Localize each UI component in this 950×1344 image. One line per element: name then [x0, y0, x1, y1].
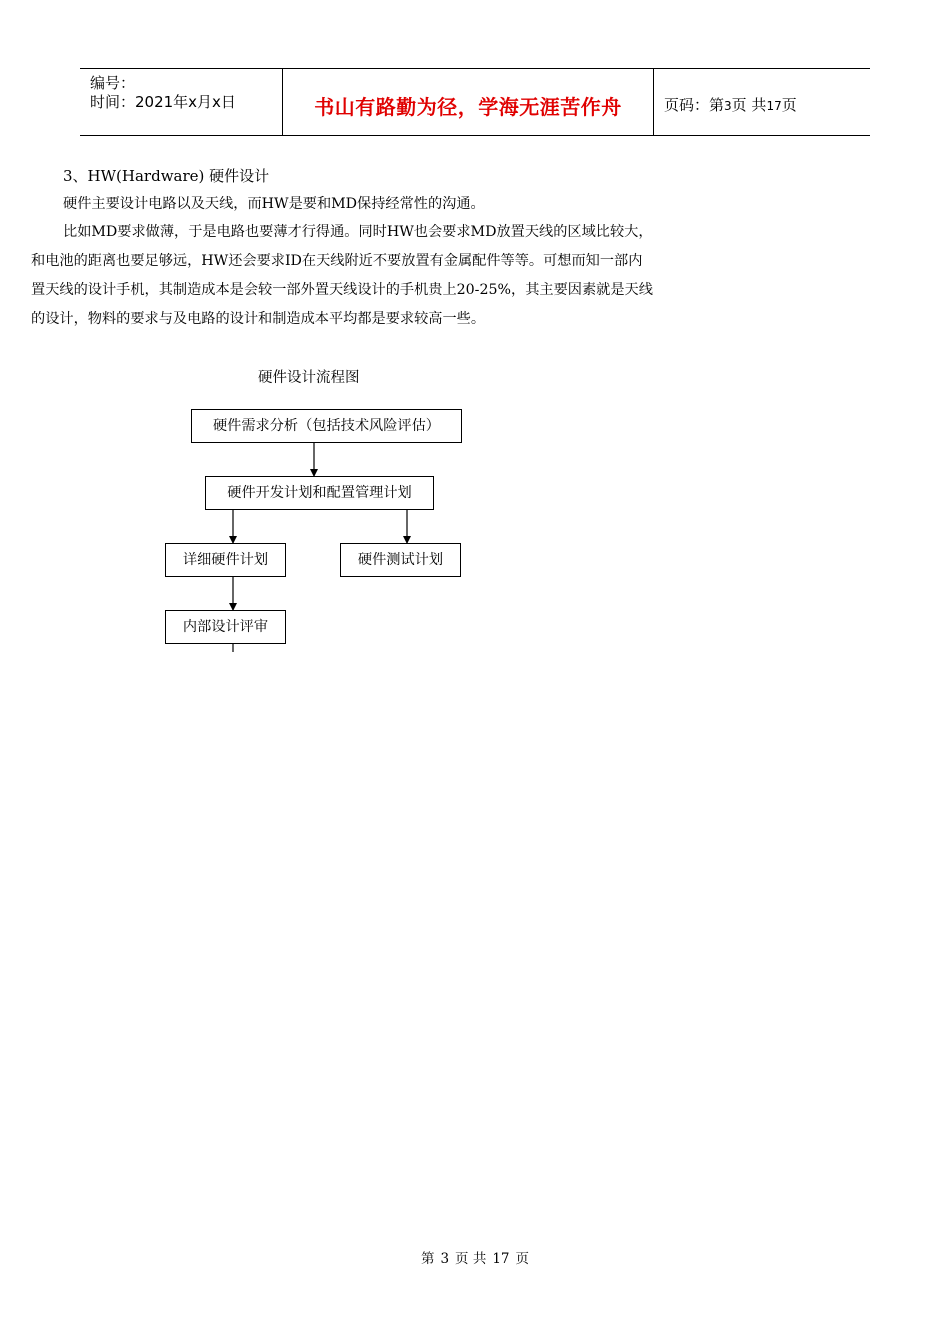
flow-node-detailed-plan: 详细硬件计划	[165, 543, 286, 577]
footer-suffix: 页	[515, 1251, 530, 1267]
header-table	[80, 68, 870, 136]
footer-total-pages: 17	[492, 1251, 510, 1267]
paragraph-detail: 比如MD要求做薄，于是电路也要薄才行得通。同时HW也会要求MD放置天线的区域比较大，和电池的距离也要足够远，HW还会要求ID在天线附近不要放置有金属配件等等。可想而知一部内置天线的设计手机，其制造成本是会较一部外置天线设计的手机贵上20-25%，其主要因素就是天线的设计，物料的要求与及电路的设计和制造成本平均都是要求较高一些。	[31, 224, 653, 327]
page-code-suffix: 页	[781, 96, 797, 114]
page-code-label: 页码：第	[664, 96, 725, 114]
page-code-total: 17	[766, 99, 782, 113]
footer-mid: 页 共	[455, 1251, 487, 1267]
document-date: 时间：2021年x月x日	[90, 93, 236, 111]
footer-prefix: 第	[420, 1251, 435, 1267]
header-info-cell	[80, 69, 282, 135]
footer-current-page: 3	[440, 1251, 450, 1267]
flow-node-design-review: 内部设计评审	[165, 610, 286, 644]
document-number-label: 编号：	[90, 74, 136, 92]
motto-text: 书山有路勤为径，学海无涯苦作舟	[314, 95, 622, 119]
page-code	[664, 94, 797, 115]
page-code-mid: 页 共	[731, 96, 767, 114]
paragraph-intro: 硬件主要设计电路以及天线，而HW是要和MD保持经常性的沟通。	[63, 196, 485, 212]
page-code-current: 3	[724, 99, 732, 113]
flow-node-test-plan: 硬件测试计划	[340, 543, 461, 577]
header-motto-cell	[282, 69, 654, 135]
page-footer	[0, 1247, 950, 1267]
section-title: 3、HW(Hardware) 硬件设计	[63, 167, 270, 185]
flow-node-requirement-analysis: 硬件需求分析（包括技术风险评估）	[191, 409, 462, 443]
flow-node-development-plan: 硬件开发计划和配置管理计划	[205, 476, 434, 510]
flowchart-title: 硬件设计流程图	[258, 370, 360, 386]
header-page-cell	[654, 69, 870, 135]
